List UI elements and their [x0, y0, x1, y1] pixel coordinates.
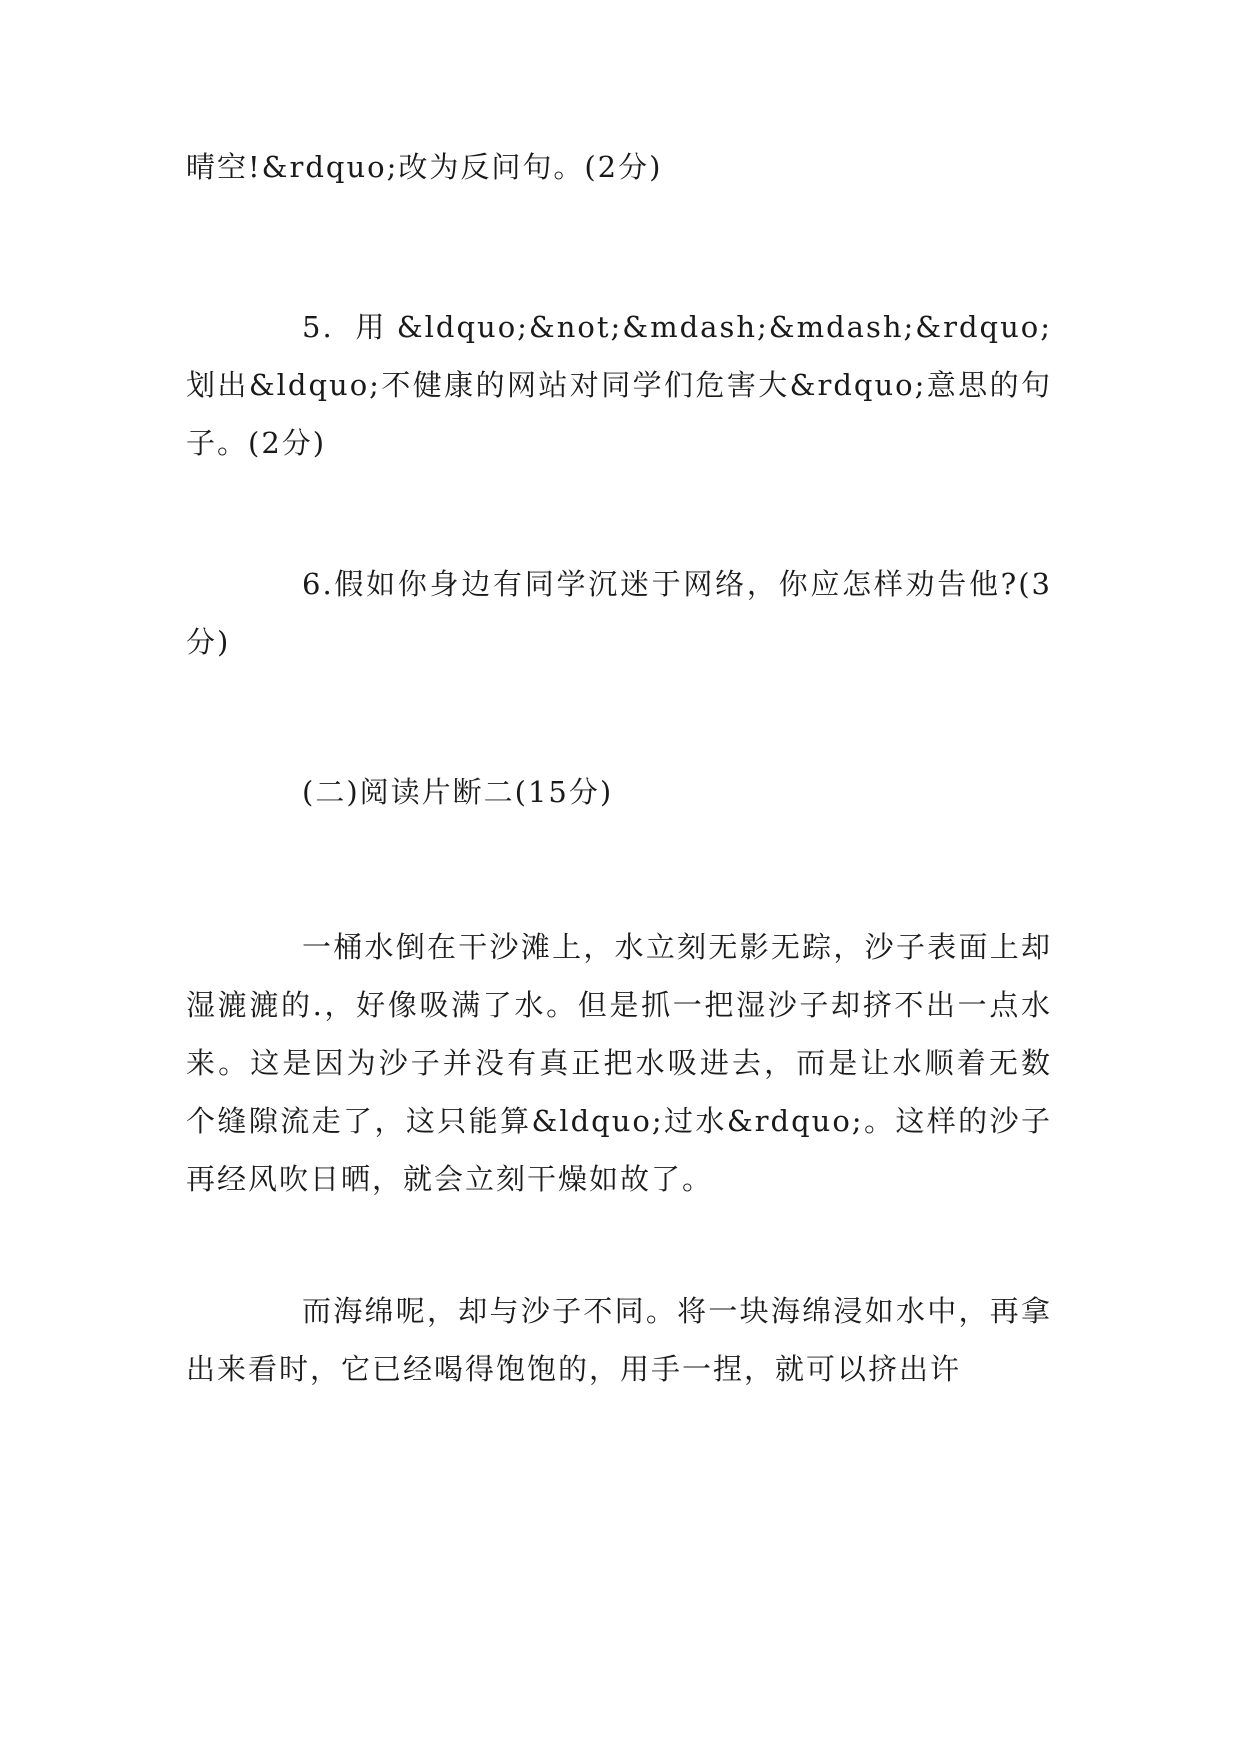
paragraph-question-6: 6.假如你身边有同学沉迷于网络，你应怎样劝告他?(3分): [186, 567, 1052, 659]
paragraph-sponge-passage: 而海绵呢，却与沙子不同。将一块海绵浸如水中，再拿出来看时，它已经喝得饱饱的，用手一捏，就可以挤出许: [186, 1294, 1052, 1386]
paragraph-sand-passage: 一桶水倒在干沙滩上，水立刻无影无踪，沙子表面上却湿漉漉的.，好像吸满了水。但是抓一把湿沙子却挤不出一点水来。这是因为沙子并没有真正把水吸进去，而是让水顺着无数个缝隙流走了，这只能算&ldquo;过水&rdquo;。这样的沙子再经风吹日晒，就会立刻干燥如故了。: [186, 930, 1052, 1196]
paragraph-question-5: 5. 用&ldquo;&not;&mdash;&mdash;&rdquo;划出&ldquo;不健康的网站对同学们危害大&rdquo;意思的句子。(2分): [186, 310, 1052, 460]
paragraph-question-4-end: 晴空!&rdquo;改为反问句。(2分): [186, 150, 663, 184]
section-heading-reading-2: (二)阅读片断二(15分): [302, 775, 614, 809]
